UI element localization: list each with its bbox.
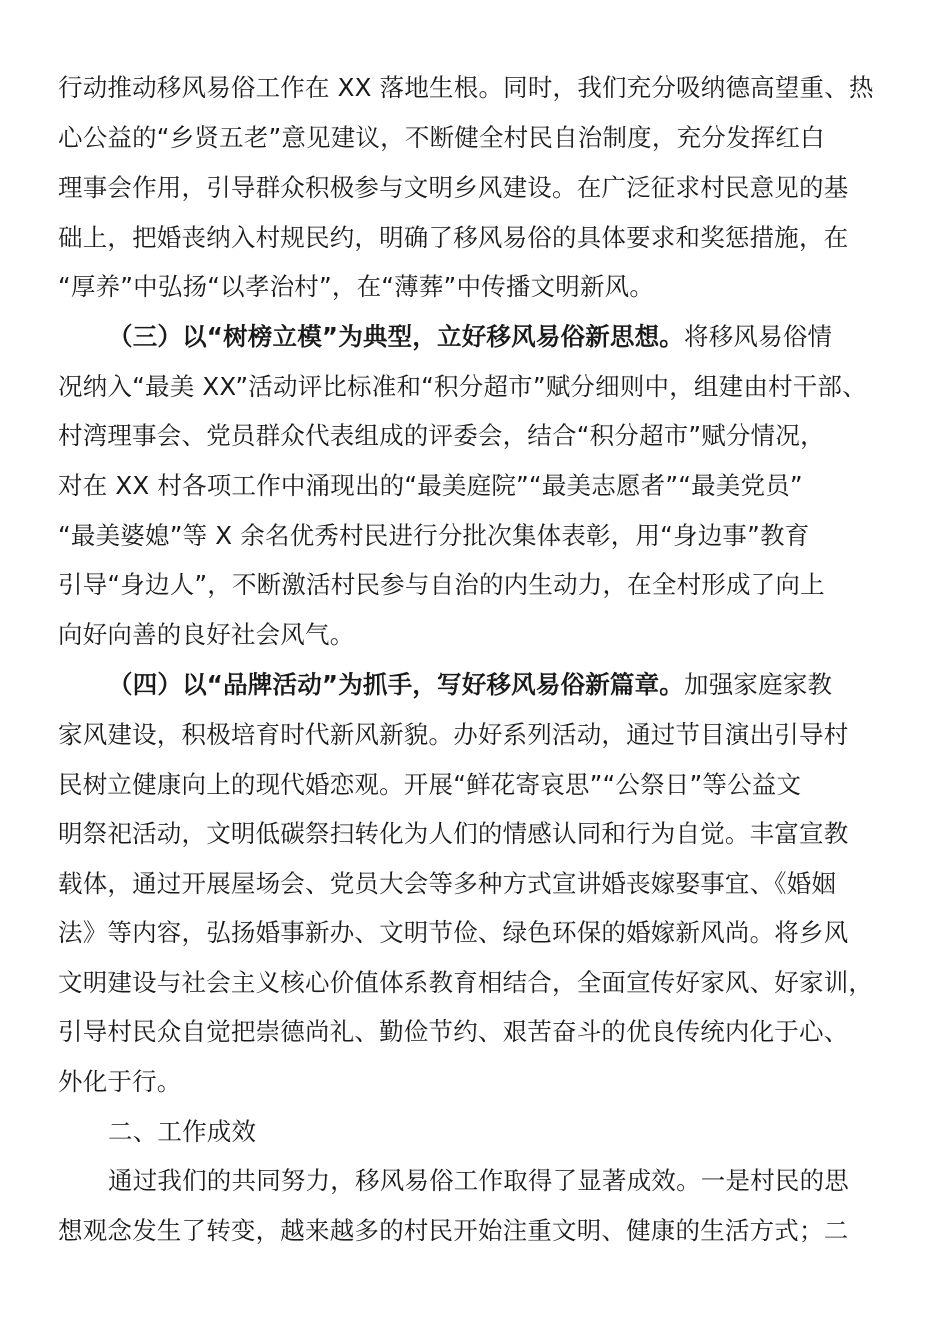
text-line: “厚养”中弘扬“以孝治村”，在“薄葬”中传播文明新风。 [58,272,655,301]
text-line: 向好向善的良好社会风气。 [58,620,355,649]
section-heading-2: 二、工作成效 [108,1117,257,1146]
text-line: 理事会作用，引导群众积极参与文明乡风建设。在广泛征求村民意见的基 [58,173,849,202]
text-line: 引导“身边人”，不断激活村民参与自治的内生动力，在全村形成了向上 [58,570,825,599]
text-line: 心公益的“乡贤五老”意见建议，不断健全村民自治制度，充分发挥红白 [58,123,825,152]
text-run: 加强家庭家教 [684,670,833,699]
text-line: 行动推动移风易俗工作在 XX 落地生根。同时，我们充分吸纳德高望重、热 [58,73,874,102]
text-run: 将移风易俗情 [684,322,833,351]
text-line: 家风建设，积极培育时代新风新貌。办好系列活动，通过节目演出引导村 [58,720,849,749]
text-line: 村湾理事会、党员群众代表组成的评委会，结合“积分超市”赋分情况， [58,421,825,450]
text-line: “最美婆媳”等 X 余名优秀村民进行分批次集体表彰，用“身边事”教育 [58,521,810,550]
text-line: 民树立健康向上的现代婚恋观。开展“鲜花寄哀思”“公祭日”等公益文 [58,770,802,799]
section-heading-3: （三）以“树榜立模”为典型，立好移风易俗新思想。 [108,322,685,351]
text-line: 础上，把婚丧纳入村规民约，明确了移风易俗的具体要求和奖惩措施，在 [58,223,849,252]
text-line: 载体，通过开展屋场会、党员大会等多种方式宣讲婚丧嫁娶事宜、《婚姻 [58,869,837,898]
text-line: 文明建设与社会主义核心价值体系教育相结合，全面宣传好家风、好家训， [58,968,874,997]
text-line: 通过我们的共同努力，移风易俗工作取得了显著成效。一是村民的思 [108,1166,849,1195]
paragraph-first-line [108,317,948,357]
text-line: 对在 XX 村各项工作中涌现出的“最美庭院”“最美志愿者”“最美党员” [58,471,803,500]
paragraph-first-line [108,665,948,705]
text-line: 外化于行。 [58,1067,182,1096]
text-line: 引导村民众自觉把崇德尚礼、勤俭节约、艰苦奋斗的优良传统内化于心、 [58,1017,849,1046]
section-heading-4: （四）以“品牌活动”为抓手，写好移风易俗新篇章。 [108,670,685,699]
text-line: 况纳入“最美 XX”活动评比标准和“积分超市”赋分细则中，组建由村干部、 [58,372,867,401]
text-line: 明祭祀活动，文明低碳祭扫转化为人们的情感认同和行为自觉。丰富宣教 [58,819,849,848]
text-line: 想观念发生了转变，越来越多的村民开始注重文明、健康的生活方式；二 [58,1216,849,1245]
text-line: 法》等内容，弘扬婚事新办、文明节俭、绿色环保的婚嫁新风尚。将乡风 [58,918,849,947]
